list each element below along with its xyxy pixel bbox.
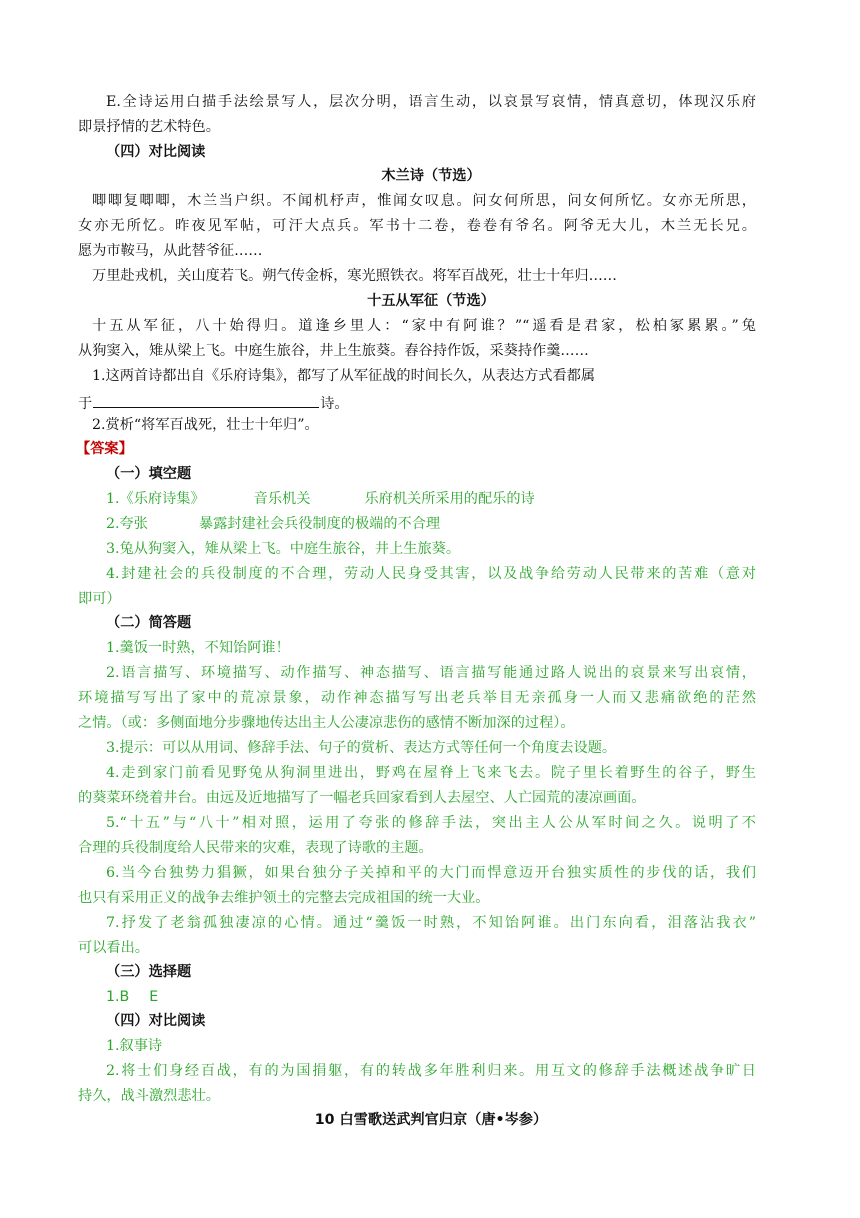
poem1-line4: 万里赴戎机，关山度若飞。朔气传金柝，寒光照铁衣。将军百战死，壮士十年归…… [92,268,617,284]
answer-3-1 [106,987,158,1007]
answer-1-1-part1: 1.《乐府诗集》 [106,491,205,507]
poem2-line1: 十五从军征，八十始得归。道逢乡里人：“家中有阿谁？”“遥看是君家，松柏冢累累。”兔 [92,318,756,334]
answer-heading-contrast-reading: （四）对比阅读 [106,1013,206,1029]
answer-4-2-line1: 2.将士们身经百战，有的为国捐躯，有的转战多年胜利归来。用互文的修辞手法概述战争旷日 [106,1063,756,1079]
answer-2-4-line1: 4.走到家门前看见野兔从狗洞里进出，野鸡在屋脊上飞来飞去。院子里长着野生的谷子，野生 [106,765,756,781]
answer-label: 【答案】 [76,441,133,457]
answer-2-2-line2: 环境描写写出了家中的荒凉景象，动作神态描写写出老兵举目无亲孤身一人而又悲痛欲绝的茫然 [78,690,756,706]
answer-1-2-part1: 2.夸张 [106,516,148,532]
answer-1-2 [106,514,440,534]
answer-2-2-line1: 2.语言描写、环境描写、动作描写、神态描写、语言描写能通过路人说出的哀景来写出哀情， [106,665,756,681]
question1-prefix: 于 [78,396,93,412]
poem2-line2: 从狗窦入，雉从梁上飞。中庭生旅谷，井上生旅葵。舂谷持作饭，采葵持作羹…… [78,343,589,359]
answer-3-1-part2: E [149,989,159,1005]
poem1-line1: 唧唧复唧唧，木兰当户织。不闻机杼声，惟闻女叹息。问女何所思，问女何所忆。女亦无所思， [92,193,756,209]
answer-1-4-line1: 4.封建社会的兵役制度的不合理，劳动人民身受其害，以及战争给劳动人民带来的苦难（意对 [106,566,756,582]
answer-heading-multiple-choice: （三）选择题 [106,964,192,980]
answer-2-7-line1: 7.抒发了老翁孤独凄凉的心情。通过“羹饭一时熟，不知饴阿谁。出门东向看，泪落沾我衣” [106,915,756,931]
answer-2-4-line2: 的葵菜环绕着井台。由远及近地描写了一幅老兵回家看到人去屋空、人亡园荒的凄凉画面。 [78,790,646,806]
next-lesson-title: 10 白雪歌送武判官归京（唐•岑参） [314,1112,548,1128]
option-e-line2: 即景抒情的艺术特色。 [78,119,220,135]
answer-2-3: 3.提示：可以从用词、修辞手法、句子的赏析、表达方式等任何一个角度去设题。 [106,740,617,756]
poem2-title: 十五从军征（节选） [367,293,495,309]
question1-suffix: 诗。 [320,396,349,412]
poem1-line3: 愿为市鞍马，从此替爷征…… [78,243,263,259]
answer-2-1: 1.羹饭一时熟，不知饴阿谁！ [106,640,290,656]
answer-1-4-line2: 即可） [78,591,121,607]
answer-2-2-line3: 之情。（或：多侧面地分步骤地传达出主人公凄凉悲伤的感情不断加深的过程）。 [78,715,575,731]
answer-heading-short-answer: （二）简答题 [106,615,192,631]
poem1-title: 木兰诗（节选） [381,168,481,184]
answer-1-3: 3.兔从狗窦入，雉从梁上飞。中庭生旅谷，井上生旅葵。 [106,541,461,557]
section-heading-contrast-reading: （四）对比阅读 [106,144,206,160]
answer-4-2-line2: 持久，战斗激烈悲壮。 [78,1088,220,1104]
question1-line2 [78,391,349,414]
answer-heading-fill-blank: （一）填空题 [106,466,192,482]
answer-blank[interactable] [93,391,319,408]
answer-4-1: 1.叙事诗 [106,1038,163,1054]
answer-1-1 [106,489,535,509]
option-e-line1: E.全诗运用白描手法绘景写人，层次分明，语言生动，以哀景写哀情，情真意切，体现汉乐府 [106,94,756,110]
poem1-line2: 女亦无所忆。昨夜见军帖，可汗大点兵。军书十二卷，卷卷有爷名。阿爷无大儿，木兰无长兄。 [78,218,756,234]
answer-2-5-line2: 合理的兵役制度给人民带来的灾难，表现了诗歌的主题。 [78,840,433,856]
question1-line1: 1.这两首诗都出自《乐府诗集》，都写了从军征战的时间长久，从表达方式看都属 [92,368,596,384]
answer-2-6-line2: 也只有采用正义的战争去维护领土的完整去完成祖国的统一大业。 [78,890,490,906]
answer-1-2-part2: 暴露封建社会兵役制度的极端的不合理 [198,516,441,532]
answer-2-6-line1: 6.当今台独势力猖獗，如果台独分子关掉和平的大门而悍意迈开台独实质性的步伐的话，我们 [106,865,756,881]
answer-1-1-part2: 音乐机关 [253,491,311,507]
answer-3-1-part1: 1.B [106,989,130,1005]
answer-1-1-part3: 乐府机关所采用的配乐的诗 [364,491,535,507]
answer-2-7-line2: 可以看出。 [78,940,149,956]
answer-2-5-line1: 5.“十五”与“八十”相对照，运用了夸张的修辞手法，突出主人公从军时间之久。说明了不 [106,815,756,831]
question2: 2.赏析“将军百战死，壮士十年归”。 [92,417,319,433]
